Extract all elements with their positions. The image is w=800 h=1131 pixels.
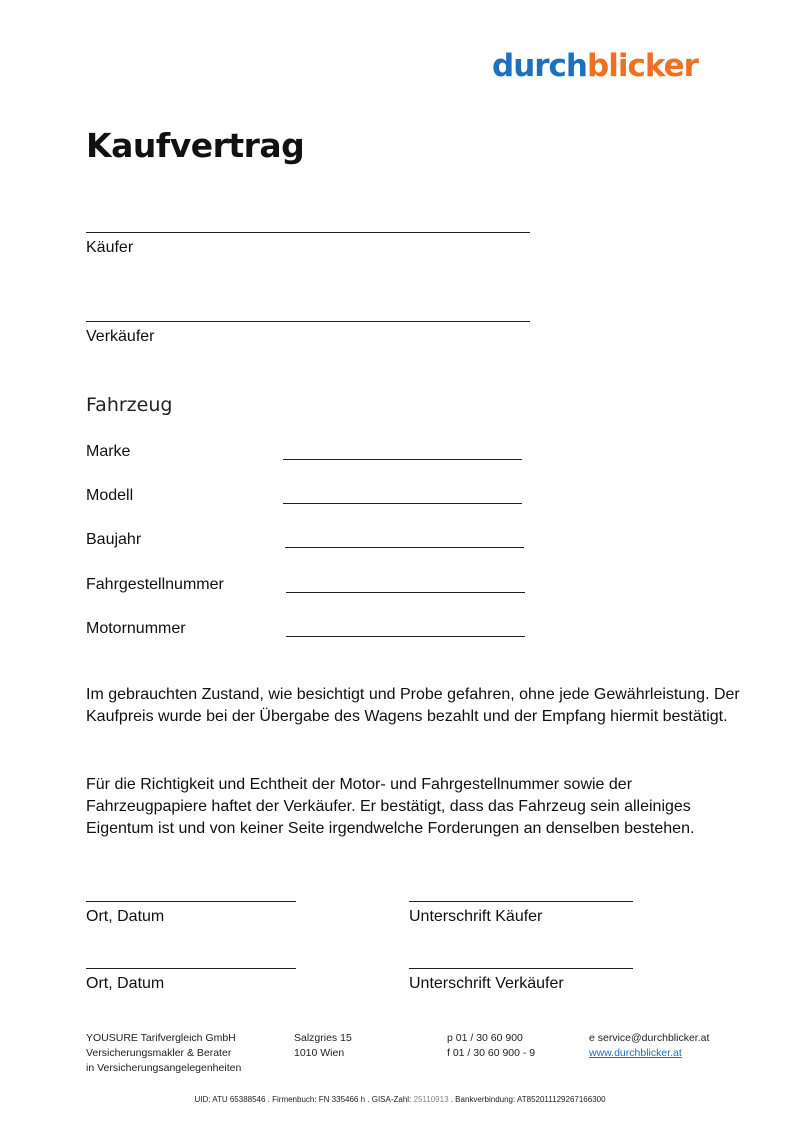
- legal-info-part-2: . Bankverbindung: AT852011129267166300: [448, 1095, 606, 1104]
- seller-label: Verkäufer: [86, 328, 155, 345]
- legal-info-part-1: UID: ATU 65388546 . Firmenbuch: FN 335466 h . GISA-Zahl:: [194, 1095, 414, 1104]
- seller-name-line[interactable]: [86, 321, 530, 322]
- condition-paragraph: Im gebrauchten Zustand, wie besichtigt und Probe gefahren, ohne jede Gewährleistung. Der Kaufpreis wurde bei der Übergabe des Wagens bezahlt und der Empfang hiermit bestätigt.: [86, 686, 740, 725]
- place-date-label-2: Ort, Datum: [86, 975, 165, 992]
- field-label-motornummer: Motornummer: [86, 620, 186, 637]
- footer-fax-number: f 01 / 30 60 900 - 9: [447, 1047, 536, 1059]
- footer-company-name: YOUSURE Tarifvergleich GmbH: [86, 1032, 236, 1044]
- buyer-label: Käufer: [86, 239, 134, 256]
- seller-signature-label: Unterschrift Verkäufer: [409, 975, 564, 992]
- field-label-marke: Marke: [86, 443, 131, 460]
- footer-website-link[interactable]: www.durchblicker.at: [589, 1047, 682, 1059]
- field-line-marke[interactable]: [283, 459, 522, 460]
- field-line-fahrgestellnummer[interactable]: [286, 592, 525, 593]
- durchblicker-logo: [492, 48, 698, 84]
- buyer-signature-label: Unterschrift Käufer: [409, 908, 543, 925]
- legal-info-line: [0, 1095, 800, 1104]
- footer-company-role-2: in Versicherungsangelegenheiten: [86, 1062, 242, 1074]
- field-label-fahrgestellnummer: Fahrgestellnummer: [86, 576, 224, 593]
- place-date-line-2[interactable]: [86, 968, 296, 969]
- field-label-modell: Modell: [86, 487, 134, 504]
- footer-company-role: Versicherungsmakler & Berater: [86, 1047, 232, 1059]
- field-line-motornummer[interactable]: [286, 636, 525, 637]
- field-label-baujahr: Baujahr: [86, 531, 142, 548]
- footer-city: 1010 Wien: [294, 1047, 345, 1059]
- page-title: Kaufvertrag: [86, 126, 305, 165]
- liability-paragraph: Für die Richtigkeit und Echtheit der Motor- und Fahrgestellnummer sowie der Fahrzeugpapiere haftet der Verkäufer. Er bestätigt, dass das Fahrzeug sein alleiniges Eigentum ist und von keiner Seite irgendwelche Forderungen an denselben bestehen.: [86, 776, 695, 837]
- buyer-signature-line[interactable]: [409, 901, 633, 902]
- vehicle-heading: Fahrzeug: [86, 394, 173, 416]
- field-line-modell[interactable]: [283, 503, 522, 504]
- footer-company: [86, 1031, 241, 1076]
- logo-part-blicker: blicker: [587, 48, 698, 84]
- footer-street: Salzgries 15: [294, 1032, 352, 1044]
- field-line-baujahr[interactable]: [285, 547, 524, 548]
- footer-phone: [447, 1031, 535, 1061]
- gisa-number: 25110913: [413, 1095, 449, 1104]
- logo-part-durch: durch: [492, 48, 587, 84]
- footer-email[interactable]: e service@durchblicker.at: [589, 1032, 710, 1044]
- footer-phone-number: p 01 / 30 60 900: [447, 1032, 523, 1044]
- seller-signature-line[interactable]: [409, 968, 633, 969]
- place-date-label-1: Ort, Datum: [86, 908, 165, 925]
- buyer-name-line[interactable]: [86, 232, 530, 233]
- place-date-line-1[interactable]: [86, 901, 296, 902]
- footer-address: [294, 1031, 352, 1061]
- footer-contact: [589, 1031, 709, 1061]
